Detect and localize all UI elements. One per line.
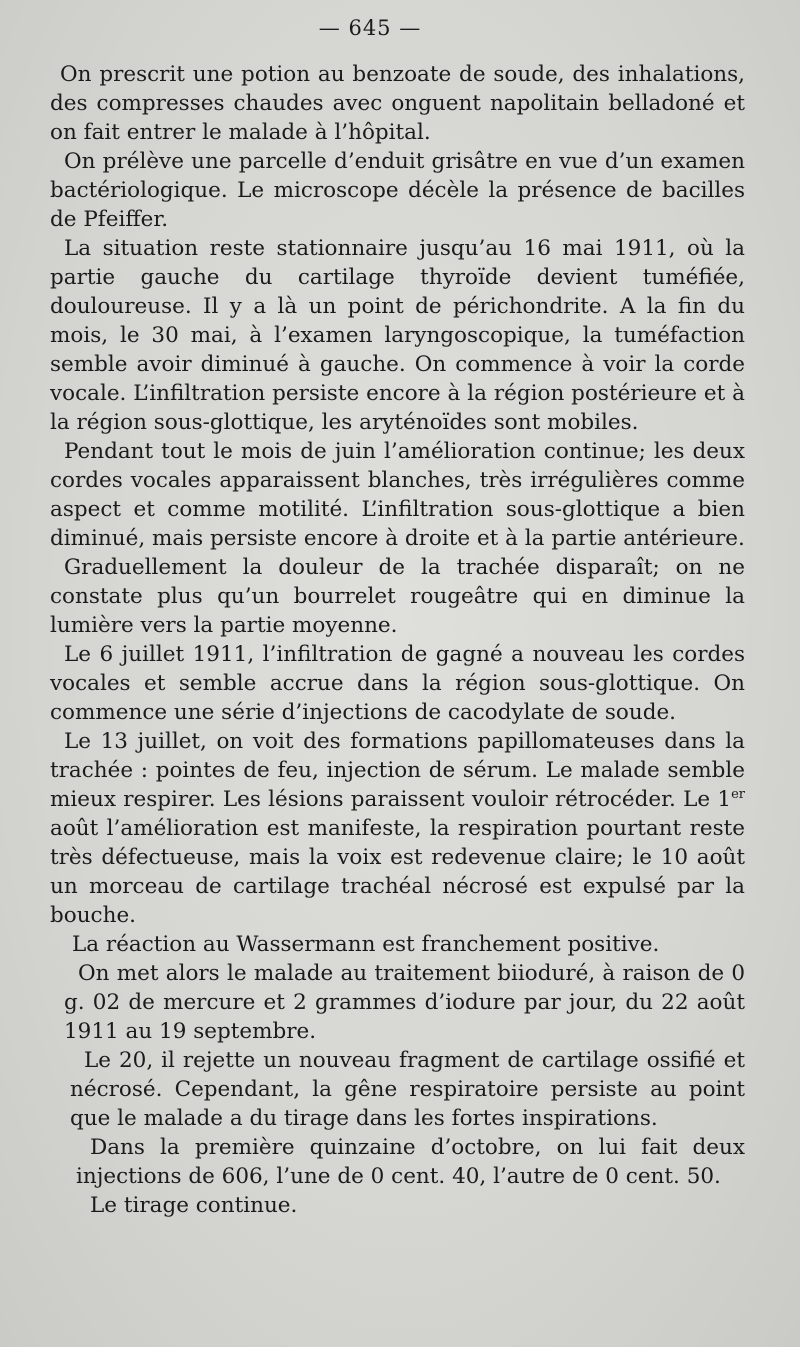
- paragraph-situation: La situation reste stationnaire jusqu’au 16 mai 1911, où la partie gauche du cartilage thyroïde devient tuméfiée, douloureuse. Il y a là un point de périchondrite. A la fin du mois, le 30 mai, à l’examen laryngoscopique, la tuméfaction semble avoir diminué à gauche. On commence à voir la corde vocale. L’infiltration persiste encore à la région postérieure et à la région sous-glottique, les aryténoïdes sont mobiles.: [50, 236, 745, 435]
- paragraph-fragment: Le 20, il rejette un nouveau fragment de cartilage ossifié et nécrosé. Cependant, la gêne respiratoire persiste au point que le malade a du tirage dans les fortes inspirations.: [70, 1048, 745, 1131]
- page-number: — 645 —: [318, 16, 422, 40]
- paragraph-6-juillet: Le 6 juillet 1911, l’infiltration de gagné a nouveau les cordes vocales et semble accrue dans la région sous-glottique. On commence une série d’injections de cacodylate de soude.: [50, 642, 745, 725]
- paragraph-juin: Pendant tout le mois de juin l’amélioration continue; les deux cordes vocales apparaissent blanches, très irrégulières comme aspect et comme motilité. L’infiltration sous-glottique a bien diminué, mais persiste encore à droite et à la partie antérieure.: [50, 439, 745, 551]
- paragraph-trachee: Graduellement la douleur de la trachée disparaît; on ne constate plus qu’un bourrelet rougeâtre qui en diminue la lumière vers la partie moyenne.: [50, 555, 745, 638]
- paragraph-examen: On prélève une parcelle d’enduit grisâtre en vue d’un examen bactériologique. Le microscope décèle la présence de bacilles de Pfeiffer.: [50, 149, 745, 232]
- paragraph-prescription: On prescrit une potion au benzoate de soude, des inhalations, des compresses chaudes avec onguent napolitain belladoné et on fait entrer le malade à l’hôpital.: [50, 62, 745, 145]
- paragraph-octobre: Dans la première quinzaine d’octobre, on lui fait deux injections de 606, l’une de 0 cent. 40, l’autre de 0 cent. 50.: [76, 1135, 745, 1189]
- body-text: [50, 60, 745, 1220]
- juillet-text-end: août l’amélioration est manifeste, la respiration pourtant reste très défectueuse, mais la voix est redevenue claire; le 10 août un morceau de cartilage trachéal nécrosé est expulsé par la bouche.: [50, 816, 745, 928]
- paragraph-tirage: Le tirage continue.: [90, 1193, 298, 1218]
- superscript-er: er: [731, 786, 745, 802]
- paragraph-wassermann: La réaction au Wassermann est franchement positive.: [72, 932, 660, 957]
- paragraph-13-juillet: [50, 727, 745, 930]
- paragraph-traitement: On met alors le malade au traitement biioduré, à raison de 0 g. 02 de mercure et 2 grammes d’iodure par jour, du 22 août 1911 au 19 septembre.: [64, 961, 745, 1044]
- juillet-text-start: Le 13 juillet, on voit des formations papillomateuses dans la trachée : pointes de feu, injection de sérum. Le malade semble mieux respirer. Les lésions paraissent vouloir rétrocéder. Le 1: [50, 729, 745, 812]
